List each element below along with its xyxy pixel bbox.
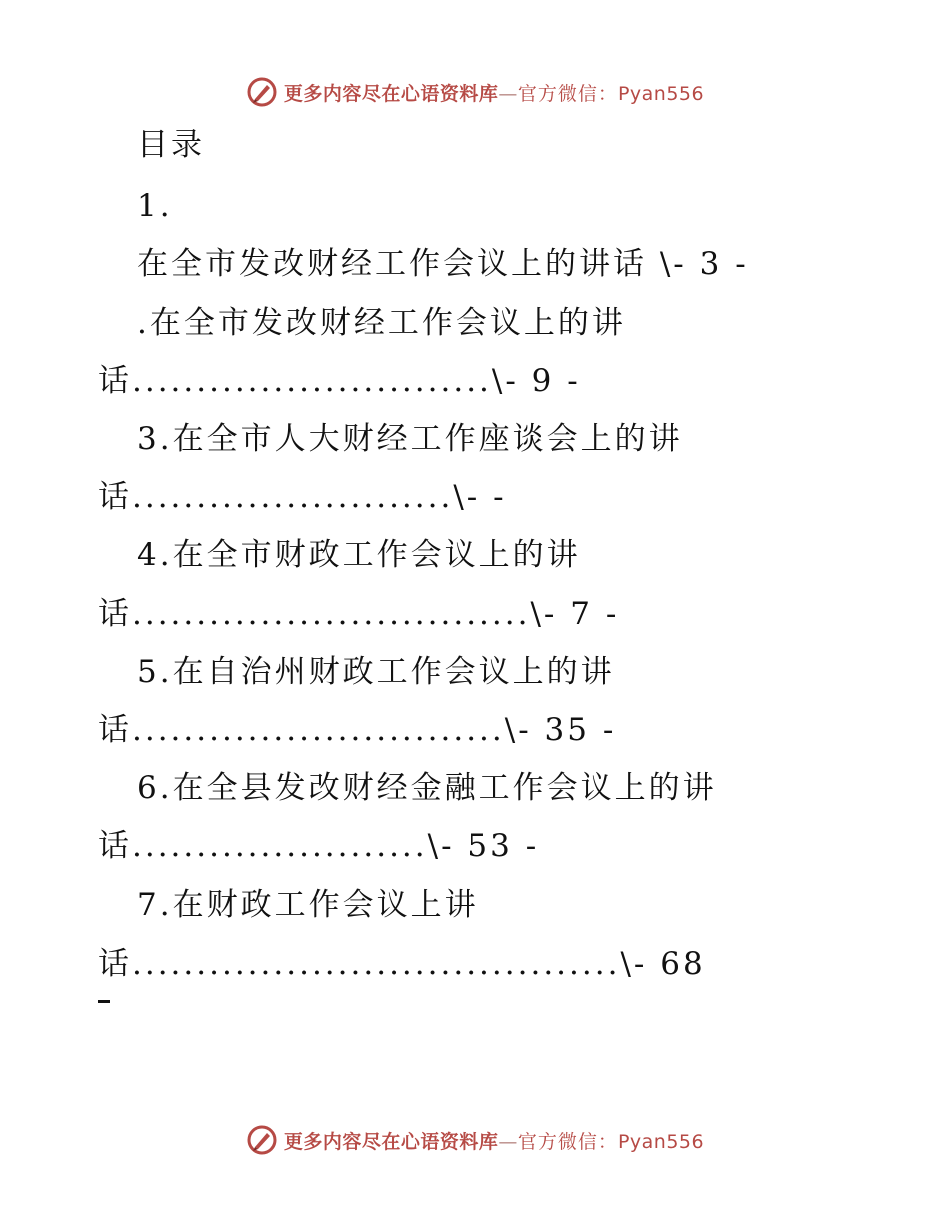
toc-heading: 目录 xyxy=(137,127,205,163)
toc-line: 在全市发改财经工作会议上的讲话 \- 3 - xyxy=(137,246,749,282)
toc-line: 话.......................\- 53 - xyxy=(98,828,540,864)
banner-account: Pyan556 xyxy=(617,1130,705,1153)
banner-brand: 更多内容尽在心语资料库 xyxy=(283,82,499,105)
banner-separator: — xyxy=(498,82,518,105)
toc-line: 5.在自治州财政工作会议上的讲 xyxy=(137,654,615,690)
toc-line: 6.在全县发改财经金融工作会议上的讲 xyxy=(137,770,717,806)
header-banner xyxy=(0,72,950,112)
toc-trailing-dash xyxy=(98,1000,110,1003)
pen-logo-icon xyxy=(246,1124,278,1156)
banner-wechat-label: 官方微信： xyxy=(517,82,618,105)
toc-line: 1. xyxy=(137,188,173,224)
toc-line: 话.............................\- 35 - xyxy=(98,712,617,748)
banner-brand: 更多内容尽在心语资料库 xyxy=(283,1130,499,1153)
banner-account: Pyan556 xyxy=(617,82,705,105)
banner-separator: — xyxy=(498,1130,518,1153)
toc-line: 7.在财政工作会议上讲 xyxy=(137,887,479,923)
banner-wechat-label: 官方微信： xyxy=(517,1130,618,1153)
footer-banner xyxy=(0,1120,950,1160)
banner-text xyxy=(284,1127,704,1154)
pen-logo-icon xyxy=(246,76,278,108)
toc-line: 3.在全市人大财经工作座谈会上的讲 xyxy=(137,421,683,457)
toc-line: 话......................................\- 68 xyxy=(98,946,706,982)
toc-line: .在全市发改财经工作会议上的讲 xyxy=(137,305,626,341)
toc-line: 话.........................\- - xyxy=(98,479,507,515)
toc-line: 4.在全市财政工作会议上的讲 xyxy=(137,537,581,573)
banner-text xyxy=(284,79,704,106)
toc-line: 话............................\- 9 - xyxy=(98,363,581,399)
toc-line: 话...............................\- 7 - xyxy=(98,596,620,632)
